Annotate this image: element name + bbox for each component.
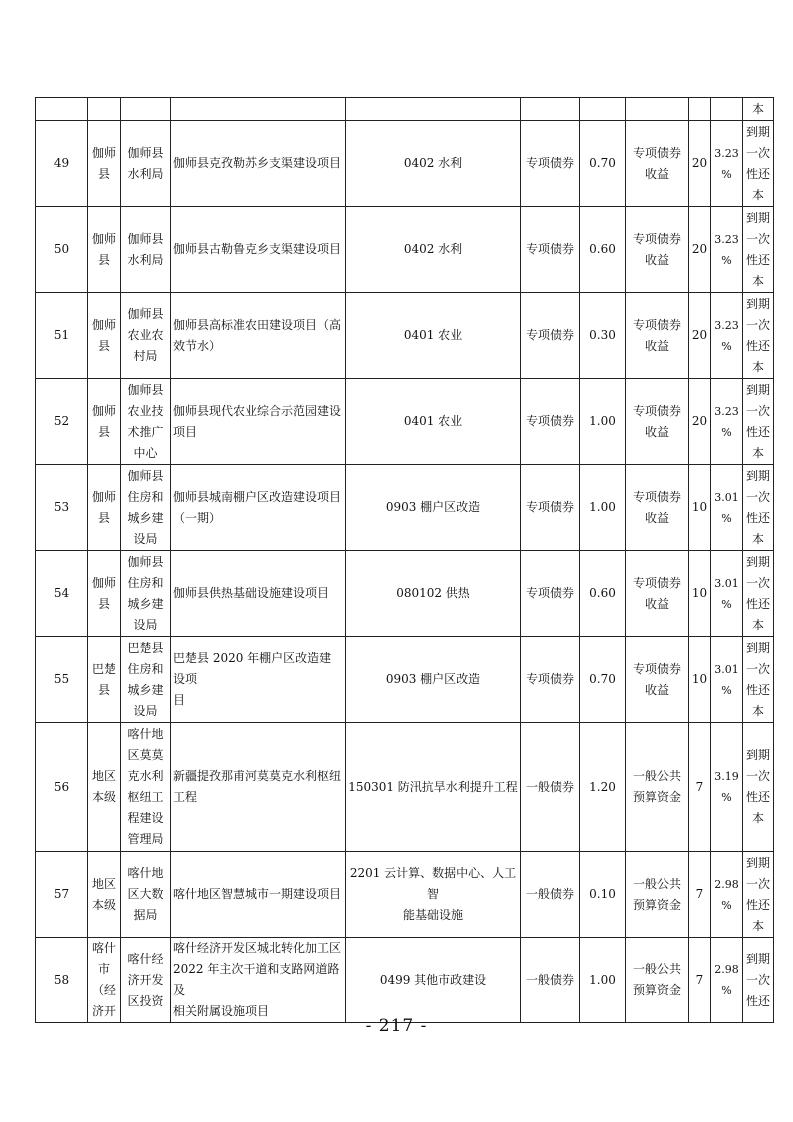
cell-repay-method-line: 性还 — [745, 510, 770, 525]
table-row — [36, 293, 774, 379]
table-row — [36, 207, 774, 293]
cell-repay-source-line: 预算资金 — [632, 897, 681, 912]
cell-repay-source-line: 专项债券 — [632, 145, 681, 160]
table-row — [36, 723, 774, 852]
cell-unit-line: 术推广 — [127, 424, 164, 439]
cell-no: 49 — [36, 121, 88, 207]
cell-repay-source-line: 收益 — [644, 682, 669, 697]
cell-amount — [580, 98, 626, 121]
cell-amount: 0.60 — [580, 551, 626, 637]
cell-unit-line: 伽师县 — [127, 382, 164, 397]
cell-region-line: 县 — [97, 424, 110, 439]
cell-rate-line: 3.23 — [714, 232, 739, 246]
cell-repay-method — [743, 551, 774, 637]
cell-project — [171, 637, 346, 723]
cell-repay-method-line: 性还 — [745, 338, 770, 353]
cell-project — [171, 723, 346, 852]
cell-years: 20 — [689, 121, 711, 207]
cell-rate-line: 3.01 — [714, 490, 739, 504]
cell-repay-method-line: 性还 — [745, 596, 770, 611]
cell-region-line: 巴楚 — [91, 661, 116, 676]
cell-project-line: 目 — [173, 693, 186, 707]
cell-repay-method-line: 性还 — [745, 166, 770, 181]
cell-repay-source-line: 专项债券 — [632, 661, 681, 676]
page-number: - 217 - — [365, 1016, 428, 1036]
table-row — [36, 637, 774, 723]
cell-no: 51 — [36, 293, 88, 379]
cell-repay-source-line: 收益 — [644, 510, 669, 525]
cell-unit-line: 喀什经 — [127, 951, 164, 966]
cell-repay-method-line: 到期 — [745, 382, 770, 397]
cell-repay-method-line: 到期 — [745, 554, 770, 569]
cell-bond-type: 专项债券 — [521, 465, 580, 551]
cell-unit — [121, 852, 171, 938]
cell-category-line: 0499 其他市政建设 — [379, 972, 487, 987]
cell-region-line: 本级 — [91, 790, 116, 804]
cell-region-line: 地区 — [91, 769, 116, 783]
debt-project-table — [35, 97, 774, 1023]
cell-repay-source-line: 收益 — [644, 424, 669, 439]
cell-category — [346, 723, 521, 852]
cell-region-line: 伽师 — [91, 575, 116, 590]
cell-repay-source-line: 一般公共 — [632, 876, 681, 891]
cell-rate-line: 3.23 — [714, 404, 739, 418]
cell-region — [88, 121, 121, 207]
cell-category-line: 2201 云计算、数据中心、人工智 — [349, 866, 517, 901]
cell-unit-line: 伽师县 — [127, 307, 164, 321]
cell-unit-line: 济开发 — [127, 972, 164, 987]
cell-repay-method-line: 到期 — [745, 855, 770, 870]
cell-repay-method-line: 一次 — [745, 769, 770, 783]
cell-unit-line: 巴楚县 — [127, 640, 164, 655]
cell-repay-source-line: 专项债券 — [632, 231, 681, 246]
cell-bond-type: 专项债券 — [521, 293, 580, 379]
cell-bond-type: 专项债券 — [521, 207, 580, 293]
cell-repay-source — [626, 465, 689, 551]
cell-region-line: 县 — [97, 252, 110, 267]
cell-region-line: 济开 — [91, 1004, 116, 1018]
cell-repay-source-line: 收益 — [644, 596, 669, 611]
cell-repay-method — [743, 938, 774, 1023]
cell-unit-line: 据局 — [133, 908, 158, 922]
cell-years: 7 — [689, 723, 711, 852]
cell-region — [88, 637, 121, 723]
cell-project-line: 新疆提孜那甫河莫莫克水利枢纽 — [173, 769, 342, 783]
cell-no: 55 — [36, 637, 88, 723]
cell-rate-line: 3.19 — [714, 770, 739, 783]
cell-unit-line: 喀什地 — [127, 866, 164, 880]
cell-repay-method-line: 到期 — [745, 468, 770, 483]
cell-unit-line: 克水利 — [127, 769, 164, 783]
cell-repay-method-line: 性还 — [745, 252, 770, 267]
cell-repay-method-line: 性还 — [745, 424, 770, 439]
cell-rate — [711, 465, 743, 551]
cell-region-line: 地区 — [91, 876, 116, 891]
cell-repay-source-line: 专项债券 — [632, 575, 681, 590]
cell-region-line: 县 — [97, 166, 110, 181]
cell-repay-source — [626, 637, 689, 723]
cell-repay-source — [626, 98, 689, 121]
cell-region-line: 县 — [97, 338, 110, 353]
cell-years — [689, 98, 711, 121]
cell-unit-line: 中心 — [133, 445, 158, 460]
cell-repay-method — [743, 637, 774, 723]
cell-rate — [711, 379, 743, 465]
cell-unit-line: 伽师县 — [127, 554, 164, 569]
cell-years: 10 — [689, 637, 711, 723]
cell-repay-method-line: 一次 — [745, 231, 770, 246]
cell-unit-line: 管理局 — [127, 832, 164, 846]
cell-repay-source — [626, 938, 689, 1023]
cell-amount: 0.70 — [580, 121, 626, 207]
cell-project — [171, 98, 346, 121]
cell-unit-line: 区莫莫 — [127, 748, 164, 762]
cell-category — [346, 207, 521, 293]
cell-repay-source-line: 一般公共 — [632, 962, 681, 976]
cell-project — [171, 465, 346, 551]
cell-category-line: 0402 水利 — [403, 156, 463, 170]
cell-project-line: 巴楚县 2020 年棚户区改造建设项 — [173, 651, 332, 686]
cell-rate-line: 2.98 — [714, 963, 739, 976]
cell-repay-method-line: 性还 — [745, 682, 770, 697]
cell-rate-line: 3.23 — [714, 318, 739, 332]
cell-rate-line: % — [721, 425, 732, 439]
cell-repay-method-line: 本 — [751, 187, 764, 202]
cell-category — [346, 121, 521, 207]
cell-repay-source — [626, 379, 689, 465]
cell-repay-source — [626, 852, 689, 938]
cell-project-line: 工程 — [173, 790, 198, 804]
cell-no: 57 — [36, 852, 88, 938]
cell-repay-method — [743, 723, 774, 852]
cell-region-line: 伽师 — [91, 403, 116, 418]
cell-no: 53 — [36, 465, 88, 551]
cell-repay-method-line: 一次 — [745, 876, 770, 891]
cell-repay-source-line: 收益 — [644, 166, 669, 181]
cell-repay-source — [626, 551, 689, 637]
cell-project — [171, 207, 346, 293]
cell-rate — [711, 207, 743, 293]
cell-project-line: 伽师县城南棚户区改造建设项目 — [173, 489, 342, 504]
cell-rate-line: % — [721, 253, 732, 267]
cell-region — [88, 98, 121, 121]
cell-repay-method-line: 一次 — [745, 403, 770, 418]
cell-rate — [711, 121, 743, 207]
table-row — [36, 551, 774, 637]
cell-region-line: 伽师 — [91, 231, 116, 246]
cell-repay-method — [743, 207, 774, 293]
cell-repay-method-line: 到期 — [745, 748, 770, 762]
cell-unit-line: 城乡建 — [127, 510, 164, 525]
cell-unit-line: 水利局 — [127, 252, 164, 267]
cell-category-line: 080102 供热 — [396, 586, 470, 600]
cell-region-line: 伽师 — [91, 317, 116, 332]
cell-bond-type: 专项债券 — [521, 637, 580, 723]
cell-rate-line: % — [721, 339, 732, 353]
cell-project-line: 伽师县现代农业综合示范园建设 — [173, 403, 342, 418]
cell-repay-method-line: 到期 — [745, 210, 770, 225]
cell-repay-method-line: 本 — [751, 273, 764, 288]
cell-rate — [711, 98, 743, 121]
cell-category-line: 0401 农业 — [403, 414, 463, 428]
cell-region-line: 市（经 — [91, 962, 116, 997]
cell-no: 58 — [36, 938, 88, 1023]
cell-years: 10 — [689, 465, 711, 551]
cell-no: 56 — [36, 723, 88, 852]
cell-category-line: 0402 水利 — [403, 242, 463, 256]
cell-region-line: 喀什 — [91, 941, 116, 955]
cell-unit — [121, 379, 171, 465]
cell-unit-line: 水利局 — [127, 166, 164, 181]
cell-rate-line: % — [721, 511, 732, 525]
cell-amount: 0.60 — [580, 207, 626, 293]
cell-project — [171, 852, 346, 938]
cell-amount: 0.30 — [580, 293, 626, 379]
cell-unit — [121, 465, 171, 551]
cell-bond-type: 专项债券 — [521, 551, 580, 637]
cell-project-line: 项目 — [173, 424, 198, 439]
cell-region-line: 本级 — [91, 897, 116, 912]
cell-repay-method-line: 性还 — [745, 897, 770, 912]
cell-category-line: 150301 防汛抗旱水利提升工程 — [348, 779, 518, 794]
cell-unit-line: 伽师县 — [127, 468, 164, 483]
cell-years: 20 — [689, 379, 711, 465]
cell-project-line: 相关附属设施项目 — [173, 1004, 270, 1018]
cell-rate-line: % — [721, 898, 732, 912]
cell-repay-source-line: 收益 — [644, 338, 669, 353]
cell-repay-method-line: 到期 — [745, 296, 770, 311]
cell-repay-method-line: 本 — [751, 445, 764, 460]
cell-repay-method-line: 本 — [751, 617, 764, 632]
cell-repay-method — [743, 852, 774, 938]
cell-project-line: 效节水） — [173, 338, 222, 353]
cell-rate-line: % — [721, 683, 732, 697]
cell-repay-method-line: 一次 — [745, 972, 770, 987]
table-row-continued — [36, 98, 774, 121]
cell-unit-line: 农业农 — [127, 328, 164, 342]
cell-unit-line: 伽师县 — [127, 145, 164, 160]
cell-bond-type: 一般债券 — [521, 723, 580, 852]
cell-unit — [121, 637, 171, 723]
cell-rate-line: 3.01 — [714, 662, 739, 676]
table-row — [36, 852, 774, 938]
cell-years: 7 — [689, 938, 711, 1023]
cell-rate — [711, 637, 743, 723]
cell-category-line: 0401 农业 — [403, 328, 463, 342]
cell-repay-method-line: 到期 — [745, 124, 770, 139]
cell-project-line: 伽师县古勒鲁克乡支渠建设项目 — [173, 242, 342, 256]
cell-unit-line: 城乡建 — [127, 682, 164, 697]
cell-unit-line: 住房和 — [127, 661, 164, 676]
cell-amount: 1.20 — [580, 723, 626, 852]
cell-region — [88, 551, 121, 637]
cell-rate-line: 3.01 — [714, 576, 739, 590]
cell-unit — [121, 551, 171, 637]
cell-category — [346, 852, 521, 938]
cell-rate — [711, 938, 743, 1023]
cell-repay-source-line: 专项债券 — [632, 403, 681, 418]
cell-repay-source-line: 专项债券 — [632, 489, 681, 504]
cell-repay-method-line: 性还 — [745, 790, 770, 804]
cell-repay-source — [626, 293, 689, 379]
cell-project — [171, 551, 346, 637]
table-row — [36, 121, 774, 207]
cell-amount: 0.70 — [580, 637, 626, 723]
cell-unit — [121, 98, 171, 121]
cell-unit-line: 喀什地 — [127, 727, 164, 741]
cell-project-line: （一期） — [173, 510, 222, 525]
cell-region-line: 伽师 — [91, 489, 116, 504]
cell-region — [88, 938, 121, 1023]
cell-amount: 1.00 — [580, 938, 626, 1023]
cell-repay-method — [743, 121, 774, 207]
cell-rate — [711, 723, 743, 852]
cell-rate-line: 2.98 — [714, 877, 739, 891]
cell-repay-method-line: 性还 — [745, 993, 770, 1008]
cell-project — [171, 379, 346, 465]
cell-years: 20 — [689, 207, 711, 293]
cell-repay-method — [743, 293, 774, 379]
cell-repay-method-line: 到期 — [745, 951, 770, 966]
cell-project-line: 伽师县供热基础设施建设项目 — [173, 586, 330, 600]
cell-bond-type: 专项债券 — [521, 121, 580, 207]
cell-bond-type — [521, 98, 580, 121]
cell-years: 7 — [689, 852, 711, 938]
cell-unit — [121, 121, 171, 207]
cell-unit-line: 村局 — [133, 349, 158, 363]
cell-repay-method-line: 一次 — [745, 317, 770, 332]
cell-bond-type: 专项债券 — [521, 379, 580, 465]
cell-rate-line: % — [721, 984, 732, 997]
cell-region — [88, 379, 121, 465]
cell-unit-line: 住房和 — [127, 489, 164, 504]
cell-unit-line: 枢纽工 — [127, 790, 164, 804]
cell-unit-line: 城乡建 — [127, 596, 164, 611]
cell-repay-source-line: 收益 — [644, 252, 669, 267]
cell-no: 54 — [36, 551, 88, 637]
cell-project — [171, 938, 346, 1023]
cell-unit-line: 住房和 — [127, 575, 164, 590]
cell-region-line: 县 — [97, 596, 110, 611]
cell-region-line: 县 — [97, 510, 110, 525]
cell-repay-source-line: 一般公共 — [632, 769, 681, 783]
cell-rate-line: % — [721, 597, 732, 611]
cell-rate — [711, 293, 743, 379]
cell-repay-method-line: 本 — [751, 811, 764, 825]
cell-repay-method-line: 一次 — [745, 145, 770, 160]
cell-unit-line: 设局 — [133, 531, 158, 546]
cell-unit-line: 农业技 — [127, 403, 164, 418]
cell-rate-line: % — [721, 791, 732, 804]
cell-repay-method — [743, 465, 774, 551]
cell-years: 20 — [689, 293, 711, 379]
cell-rate — [711, 551, 743, 637]
cell-repay-method-line: 一次 — [745, 661, 770, 676]
cell-category — [346, 938, 521, 1023]
cell-unit-line: 程建设 — [127, 811, 164, 825]
table-row — [36, 379, 774, 465]
cell-repay-method-line: 本 — [751, 531, 764, 546]
cell-repay-source-line: 预算资金 — [632, 790, 681, 804]
cell-repay-source — [626, 723, 689, 852]
cell-repay-source — [626, 207, 689, 293]
cell-bond-type: 一般债券 — [521, 938, 580, 1023]
cell-unit — [121, 293, 171, 379]
cell-amount: 0.10 — [580, 852, 626, 938]
cell-amount: 1.00 — [580, 465, 626, 551]
cell-region — [88, 207, 121, 293]
cell-repay-method-line: 本 — [751, 703, 764, 718]
cell-project — [171, 121, 346, 207]
cell-rate — [711, 852, 743, 938]
cell-no: 50 — [36, 207, 88, 293]
cell-category-line: 能基础设施 — [402, 908, 463, 922]
cell-repay-method-line: 一次 — [745, 489, 770, 504]
cell-category-line: 0903 棚户区改造 — [385, 672, 481, 686]
cell-no: 52 — [36, 379, 88, 465]
cell-project-line: 伽师县克孜勒苏乡支渠建设项目 — [173, 156, 342, 170]
cell-rate-line: 3.23 — [714, 146, 739, 160]
cell-project-line: 2022 年主次干道和支路网道路及 — [173, 962, 340, 997]
table-row — [36, 938, 774, 1023]
cell-region — [88, 723, 121, 852]
cell-unit-line: 设局 — [133, 617, 158, 632]
cell-repay-source-line: 专项债券 — [632, 317, 681, 332]
cell-category — [346, 293, 521, 379]
table-row — [36, 465, 774, 551]
cell-unit-line: 区大数 — [127, 887, 164, 901]
cell-category — [346, 465, 521, 551]
cell-unit — [121, 938, 171, 1023]
cell-years: 10 — [689, 551, 711, 637]
cell-repay-method-line: 到期 — [745, 640, 770, 655]
cell-repay-source — [626, 121, 689, 207]
cell-project — [171, 293, 346, 379]
cell-rate-line: % — [721, 167, 732, 181]
cell-amount: 1.00 — [580, 379, 626, 465]
cell-category — [346, 551, 521, 637]
cell-bond-type: 一般债券 — [521, 852, 580, 938]
cell-category — [346, 637, 521, 723]
cell-repay-method-line: 一次 — [745, 575, 770, 590]
cell-category — [346, 98, 521, 121]
cell-repay-method — [743, 379, 774, 465]
cell-repay-source-line: 预算资金 — [632, 983, 681, 997]
cell-unit — [121, 723, 171, 852]
cell-project-line: 伽师县高标准农田建设项目（高 — [173, 317, 342, 332]
cell-unit-line: 伽师县 — [127, 231, 164, 246]
cell-no — [36, 98, 88, 121]
cell-unit-line: 设局 — [133, 703, 158, 718]
cell-region-line: 伽师 — [91, 145, 116, 160]
cell-region — [88, 465, 121, 551]
cell-unit-line: 区投资 — [127, 993, 164, 1008]
cell-project-line: 喀什经济开发区城北转化加工区 — [173, 941, 342, 955]
cell-repay-method-line: 本 — [751, 918, 764, 933]
cell-region — [88, 293, 121, 379]
cell-category — [346, 379, 521, 465]
cell-region — [88, 852, 121, 938]
cell-repay-method: 本 — [743, 98, 774, 121]
cell-repay-method-line: 本 — [751, 359, 764, 374]
cell-category-line: 0903 棚户区改造 — [385, 500, 481, 514]
cell-region-line: 县 — [97, 682, 110, 697]
cell-unit — [121, 207, 171, 293]
cell-project-line: 喀什地区智慧城市一期建设项目 — [173, 887, 342, 901]
